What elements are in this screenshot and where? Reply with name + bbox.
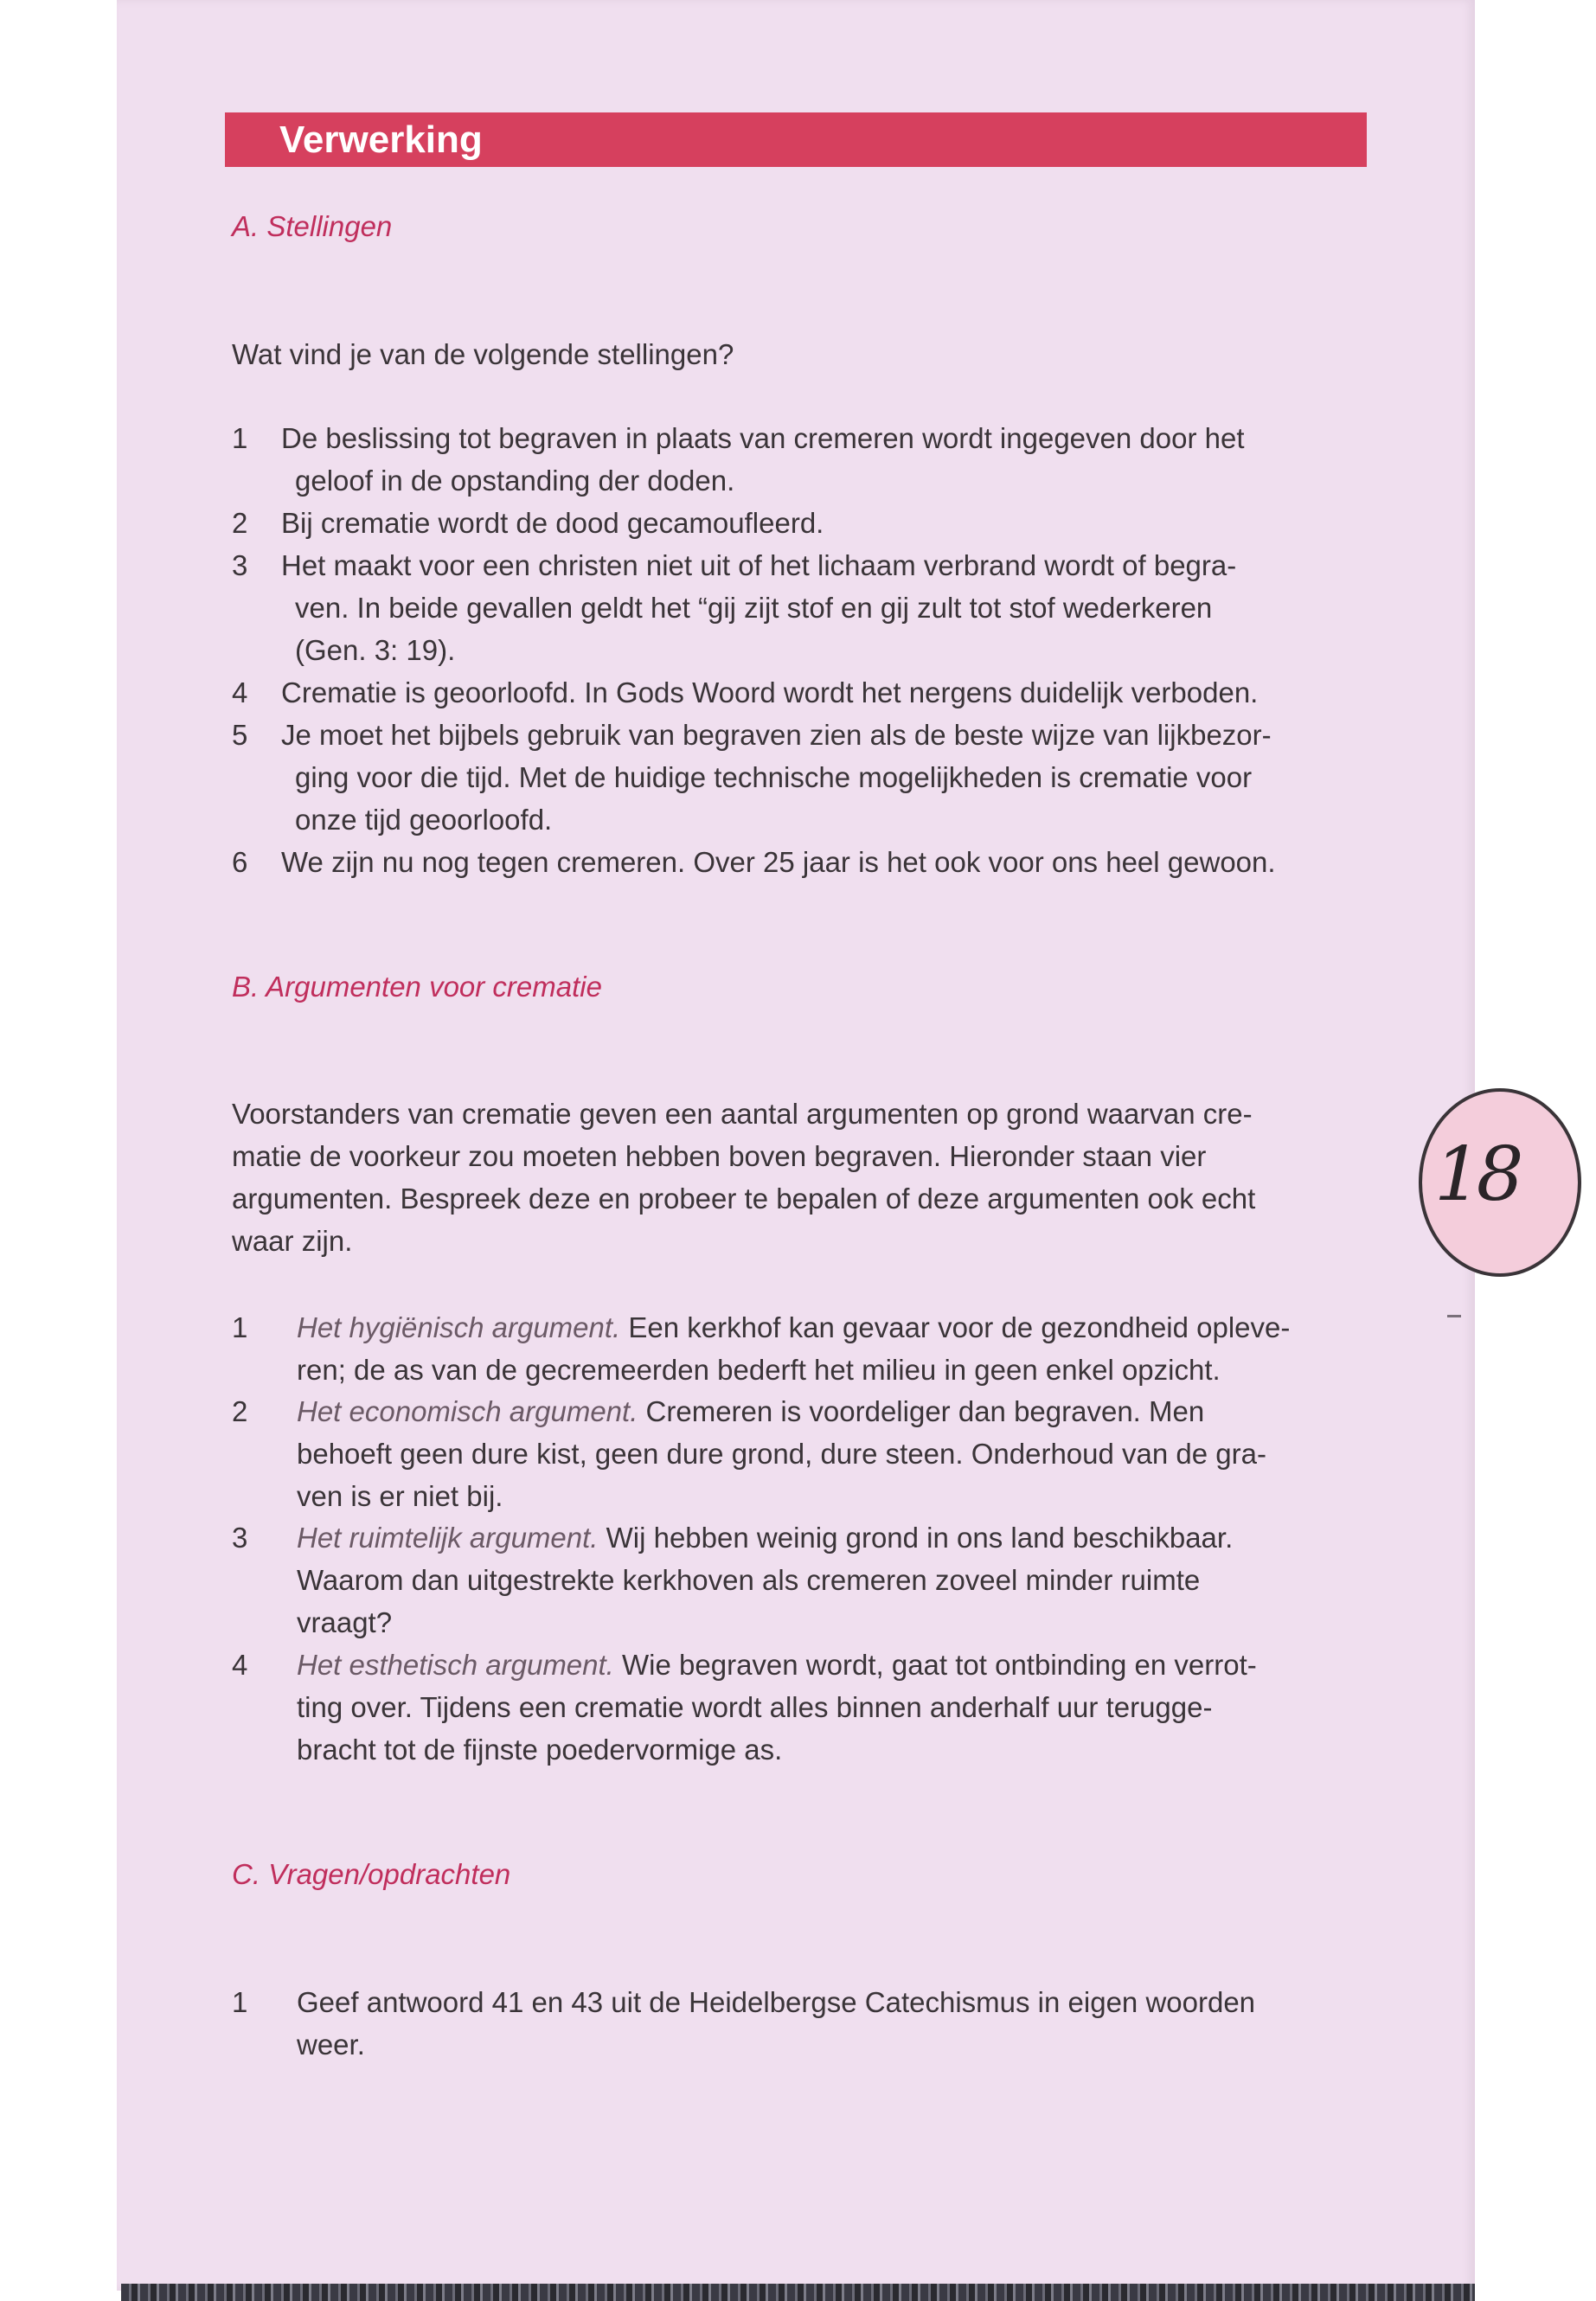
item-number: 1 [232, 1311, 248, 1343]
list-item [0, 841, 1596, 884]
header-title: Verwerking [279, 119, 483, 161]
item-line: Bij crematie wordt de dood gecamoufleerd. [281, 507, 824, 539]
list-item [0, 1981, 1596, 2067]
argument-lead: Het hygiënisch argument. [297, 1311, 621, 1343]
list-item [0, 671, 1596, 715]
section-b-title: B. Argumenten voor crematie [232, 971, 602, 1003]
item-line: Wie begraven wordt, gaat tot ontbinding en verrot- [613, 1649, 1257, 1681]
item-line: Het maakt voor een christen niet uit of het lichaam verbrand wordt of begra- [281, 549, 1237, 581]
item-number: 2 [232, 1395, 248, 1427]
item-line: Wij hebben weinig grond in ons land beschikbaar. [598, 1522, 1234, 1554]
list-item [0, 714, 1596, 843]
item-line: vraagt? [297, 1606, 393, 1638]
item-line: behoeft geen dure kist, geen dure grond, dure steen. Onderhoud van de gra- [297, 1438, 1266, 1470]
item-line: Waarom dan uitgestrekte kerkhoven als cremeren zoveel minder ruimte [297, 1564, 1201, 1596]
item-line: geloof in de opstanding der doden. [295, 465, 735, 497]
item-line: ven is er niet bij. [297, 1480, 503, 1512]
item-number: 1 [232, 422, 248, 454]
item-line: weer. [297, 2029, 365, 2061]
intro-line: waar zijn. [232, 1225, 353, 1257]
item-line: ting over. Tijdens een crematie wordt alles binnen anderhalf uur terugge- [297, 1691, 1213, 1723]
argument-lead: Het economisch argument. [297, 1395, 638, 1427]
section-c-title: C. Vragen/opdrachten [232, 1858, 511, 1890]
list-item [0, 1516, 1596, 1646]
intro-line: Voorstanders van crematie geven een aantal argumenten op grond waarvan cre- [232, 1098, 1253, 1130]
item-number: 2 [232, 507, 248, 539]
chapter-tab [1419, 1088, 1581, 1277]
item-line: Een kerkhof kan gevaar voor de gezondheid opleve- [620, 1311, 1291, 1343]
section-header-bar [225, 112, 1367, 167]
argument-lead: Het esthetisch argument. [297, 1649, 614, 1681]
item-number: 5 [232, 719, 248, 751]
item-line: onze tijd geoorloofd. [295, 804, 553, 836]
item-line: (Gen. 3: 19). [295, 634, 456, 666]
item-number: 3 [232, 549, 248, 581]
item-number: 4 [232, 676, 248, 708]
list-item [0, 544, 1596, 674]
section-b-intro [232, 1093, 1374, 1262]
item-line: Geef antwoord 41 en 43 uit de Heidelbergse Catechismus in eigen woorden [297, 1986, 1256, 2018]
argument-lead: Het ruimtelijk argument. [297, 1522, 599, 1554]
section-a-intro: Wat vind je van de volgende stellingen? [232, 338, 734, 370]
list-item [0, 1390, 1596, 1520]
list-item [0, 417, 1596, 503]
chapter-number: 18 [1434, 1131, 1519, 1218]
item-number: 1 [232, 1986, 248, 2018]
list-item [0, 502, 1596, 545]
list-item [0, 1644, 1596, 1773]
item-number: 6 [232, 846, 248, 878]
item-line: ren; de as van de gecremeerden bederft het milieu in geen enkel opzicht. [297, 1354, 1221, 1386]
item-line: We zijn nu nog tegen cremeren. Over 25 jaar is het ook voor ons heel gewoon. [281, 846, 1276, 878]
item-line: Cremeren is voordeliger dan begraven. Men [638, 1395, 1205, 1427]
item-line: Je moet het bijbels gebruik van begraven zien als de beste wijze van lijkbezor- [281, 719, 1272, 751]
item-line: Crematie is geoorloofd. In Gods Woord wordt het nergens duidelijk verboden. [281, 676, 1259, 708]
list-item [0, 1306, 1596, 1393]
scan-edge [121, 2284, 1475, 2301]
item-line: De beslissing tot begraven in plaats van cremeren wordt ingegeven door het [281, 422, 1245, 454]
edge-mark [1447, 1315, 1461, 1317]
intro-line: matie de voorkeur zou moeten hebben boven begraven. Hieronder staan vier [232, 1140, 1207, 1172]
item-line: bracht tot de fijnste poedervormige as. [297, 1734, 783, 1766]
section-a-title: A. Stellingen [232, 210, 393, 242]
item-line: ging voor die tijd. Met de huidige technische mogelijkheden is crematie voor [295, 761, 1253, 793]
intro-line: argumenten. Bespreek deze en probeer te bepalen of deze argumenten ook echt [232, 1183, 1256, 1215]
item-number: 4 [232, 1649, 248, 1681]
item-number: 3 [232, 1522, 248, 1554]
item-line: ven. In beide gevallen geldt het “gij zijt stof en gij zult tot stof wederkeren [295, 592, 1213, 624]
